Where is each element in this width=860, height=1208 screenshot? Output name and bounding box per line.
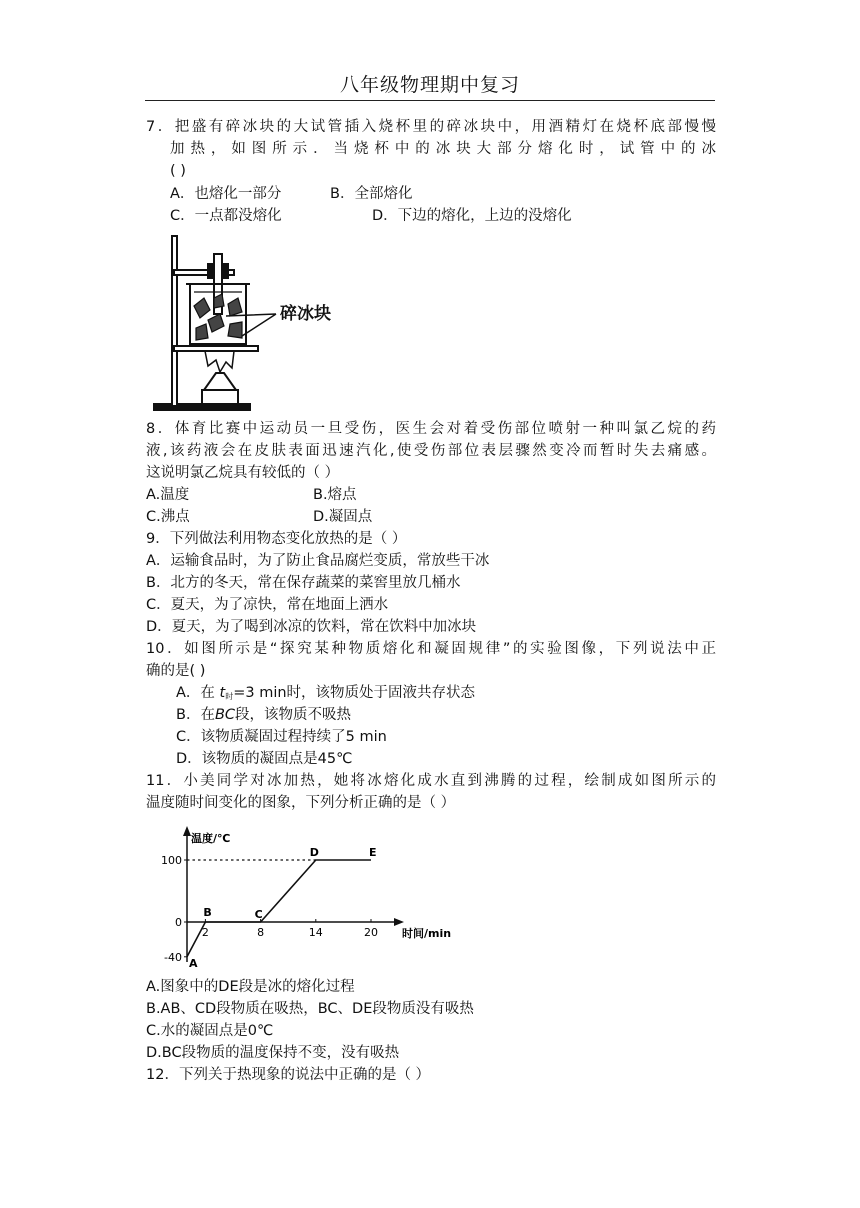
- x-tick-label: 2: [201, 926, 209, 939]
- q10-stem-line2: 确的是( ): [146, 663, 206, 679]
- y-tick-label: 100: [161, 854, 182, 867]
- point-label-e: E: [369, 846, 377, 859]
- q11-option-d: D.BC段物质的温度保持不变，没有吸热: [146, 1045, 400, 1061]
- q10-stem-line1: 10．如图所示是“探究某种物质熔化和凝固规律”的实验图像，下列说法中正: [146, 641, 716, 657]
- q11-option-c: C.水的凝固点是0℃: [146, 1023, 274, 1039]
- point-label-b: B: [203, 906, 212, 919]
- q10-option-d: D．该物质的凝固点是45℃: [176, 751, 353, 767]
- q8-option-a: A.温度: [146, 487, 190, 503]
- y-axis-label: 温度/℃: [191, 832, 231, 845]
- q10-option-b: [176, 705, 351, 725]
- x-axis-arrow: [394, 918, 404, 926]
- q9-option-c: C．夏天，为了凉快，常在地面上洒水: [146, 597, 389, 613]
- q11-stem-line1: 11．小美同学对冰加热，她将冰熔化成水直到沸腾的过程，绘制成如图所示的: [146, 773, 716, 789]
- q10-option-a-prefix: A．在: [176, 685, 215, 701]
- ice-experiment-figure: [150, 228, 380, 416]
- ice-figure-label: 碎冰块: [280, 304, 331, 324]
- q10-option-b-prefix: B．在: [176, 707, 215, 723]
- x-tick-label: 8: [257, 926, 265, 939]
- q8-stem-line2: 液,该药液会在皮肤表面迅速汽化,使受伤部位表层骤然变冷而暂时失去痛感。: [146, 443, 716, 459]
- x-axis-label: 时间/min: [402, 927, 452, 940]
- q9-option-b: B．北方的冬天，常在保存蔬菜的菜窖里放几桶水: [146, 575, 461, 591]
- q8-option-c: C.沸点: [146, 509, 190, 525]
- temperature-curve: [187, 860, 371, 957]
- point-label-d: D: [309, 846, 319, 859]
- q9-option-d: D．夏天，为了喝到冰凉的饮料，常在饮料中加冰块: [146, 619, 477, 635]
- q7-answer-bracket: ( ): [170, 163, 186, 179]
- q7-stem-line1: 7．把盛有碎冰块的大试管插入烧杯里的碎冰块中，用酒精灯在烧杯底部慢慢: [146, 119, 716, 135]
- x-tick-label: 14: [308, 926, 323, 939]
- q8-option-b: B.熔点: [313, 487, 357, 503]
- q11-option-b: B.AB、CD段物质在吸热，BC、DE段物质没有吸热: [146, 1001, 474, 1017]
- q10-time-subscript: 时: [225, 692, 234, 701]
- point-label-c: C: [254, 908, 263, 921]
- x-tick-label: 20: [364, 926, 378, 939]
- q11-stem-line2: 温度随时间变化的图象，下列分析正确的是（ ）: [146, 795, 456, 811]
- q10-segment-bc: BC: [214, 707, 236, 723]
- q7-option-d: D．下边的熔化，上边的没熔化: [372, 208, 572, 224]
- y-tick-label: 0: [175, 916, 182, 929]
- q7-option-a: A．也熔化一部分: [170, 186, 282, 202]
- q10-option-c: C．该物质凝固过程持续了5 min: [176, 729, 387, 745]
- point-label-a: A: [189, 956, 198, 970]
- q10-option-b-text: 段，该物质不吸热: [235, 707, 352, 723]
- q9-stem: 9．下列做法利用物态变化放热的是（ ）: [146, 531, 407, 547]
- q7-option-b: B．全部熔化: [330, 186, 413, 202]
- q10-option-a: [176, 683, 475, 707]
- q10-option-a-text: =3 min时，该物质处于固液共存状态: [233, 685, 476, 701]
- q11-option-a: A.图象中的DE段是冰的熔化过程: [146, 979, 355, 995]
- y-axis-arrow: [183, 826, 191, 836]
- page-title: 八年级物理期中复习: [339, 74, 520, 96]
- temperature-time-chart: [150, 822, 470, 972]
- q10-time-symbol: t: [219, 685, 226, 701]
- q7-option-c: C．一点都没熔化: [170, 208, 282, 224]
- q9-option-a: A．运输食品时，为了防止食品腐烂变质，常放些干冰: [146, 553, 490, 569]
- q8-stem-line1: 8．体育比赛中运动员一旦受伤，医生会对着受伤部位喷射一种叫氯乙烷的药: [146, 421, 716, 437]
- q12-stem: 12．下列关于热现象的说法中正确的是（ ）: [146, 1067, 431, 1083]
- q8-stem-line3: 这说明氯乙烷具有较低的（ ）: [146, 465, 340, 481]
- y-tick-label: -40: [164, 950, 182, 964]
- q8-option-d: D.凝固点: [313, 509, 373, 525]
- q7-stem-line2: 加热，如图所示．当烧杯中的冰块大部分熔化时，试管中的冰: [170, 141, 716, 157]
- page-header: [145, 72, 715, 101]
